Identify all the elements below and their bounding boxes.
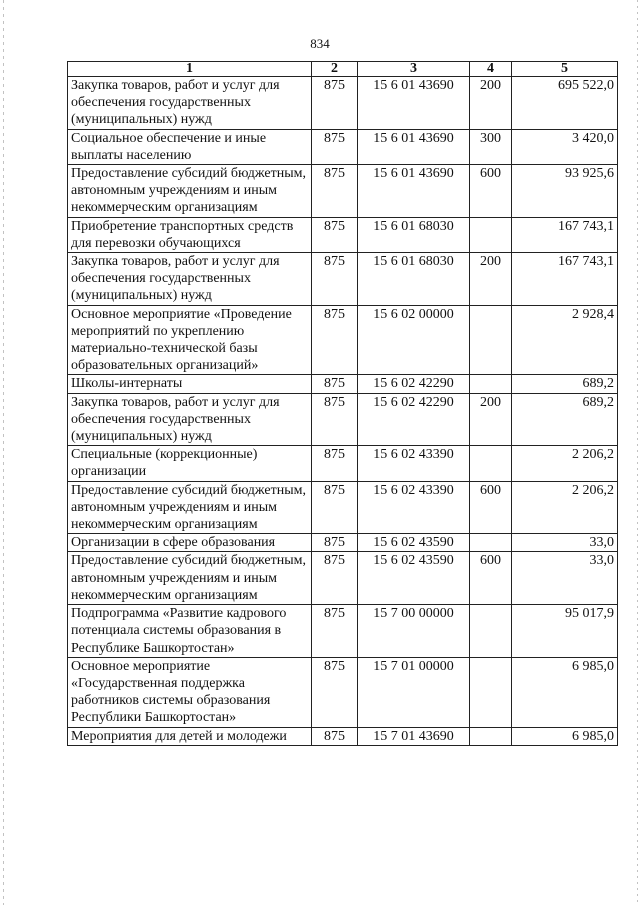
cell-name: Мероприятия для детей и молодежи — [68, 727, 312, 745]
cell-vr — [470, 446, 512, 481]
cell-name: Школы-интернаты — [68, 375, 312, 393]
cell-name: Основное мероприятие «Государственная поддержка работников системы образования Республики Башкортостан» — [68, 657, 312, 727]
scan-edge-right — [637, 0, 638, 905]
header-cell-ved: 2 — [312, 62, 358, 77]
cell-ved: 875 — [312, 217, 358, 252]
cell-name: Основное мероприятие «Проведение мероприятий по укреплению материально-технической базы образовательных организаций» — [68, 305, 312, 375]
cell-ved: 875 — [312, 375, 358, 393]
cell-csr: 15 7 00 00000 — [358, 605, 470, 658]
cell-vr: 600 — [470, 552, 512, 605]
cell-vr: 600 — [470, 481, 512, 534]
cell-name: Социальное обеспечение и иные выплаты населению — [68, 129, 312, 164]
cell-csr: 15 6 02 43390 — [358, 446, 470, 481]
cell-sum: 2 928,4 — [512, 305, 618, 375]
table-row — [68, 727, 618, 745]
cell-sum: 689,2 — [512, 375, 618, 393]
header-cell-sum: 5 — [512, 62, 618, 77]
table-row — [68, 375, 618, 393]
cell-csr: 15 6 02 43390 — [358, 481, 470, 534]
cell-ved: 875 — [312, 552, 358, 605]
cell-ved: 875 — [312, 657, 358, 727]
cell-vr: 300 — [470, 129, 512, 164]
cell-sum: 167 743,1 — [512, 253, 618, 306]
cell-vr — [470, 657, 512, 727]
cell-sum: 93 925,6 — [512, 165, 618, 218]
table-body — [68, 77, 618, 746]
cell-csr: 15 6 02 42290 — [358, 393, 470, 446]
cell-name: Организации в сфере образования — [68, 534, 312, 552]
cell-sum: 6 985,0 — [512, 657, 618, 727]
cell-vr: 200 — [470, 253, 512, 306]
cell-csr: 15 6 01 68030 — [358, 217, 470, 252]
cell-sum: 2 206,2 — [512, 481, 618, 534]
table-row — [68, 534, 618, 552]
scan-edge-left — [3, 0, 4, 905]
cell-ved: 875 — [312, 727, 358, 745]
cell-vr: 600 — [470, 165, 512, 218]
cell-vr — [470, 534, 512, 552]
cell-sum: 95 017,9 — [512, 605, 618, 658]
cell-sum: 33,0 — [512, 534, 618, 552]
cell-vr: 200 — [470, 393, 512, 446]
cell-vr — [470, 375, 512, 393]
cell-ved: 875 — [312, 253, 358, 306]
table-row — [68, 605, 618, 658]
cell-ved: 875 — [312, 165, 358, 218]
table-row — [68, 393, 618, 446]
cell-vr — [470, 305, 512, 375]
cell-name: Специальные (коррекционные) организации — [68, 446, 312, 481]
cell-name: Закупка товаров, работ и услуг для обеспечения государственных (муниципальных) нужд — [68, 393, 312, 446]
cell-csr: 15 6 02 43590 — [358, 552, 470, 605]
table-header-row — [68, 62, 618, 77]
table-row — [68, 446, 618, 481]
table-row — [68, 657, 618, 727]
cell-vr — [470, 727, 512, 745]
cell-sum: 33,0 — [512, 552, 618, 605]
cell-name: Предоставление субсидий бюджетным, автономным учреждениям и иным некоммерческим организациям — [68, 552, 312, 605]
cell-ved: 875 — [312, 305, 358, 375]
cell-csr: 15 7 01 00000 — [358, 657, 470, 727]
cell-ved: 875 — [312, 605, 358, 658]
cell-csr: 15 6 02 00000 — [358, 305, 470, 375]
cell-sum: 695 522,0 — [512, 77, 618, 130]
header-cell-name: 1 — [68, 62, 312, 77]
table-row — [68, 253, 618, 306]
table-row — [68, 217, 618, 252]
cell-csr: 15 6 01 43690 — [358, 129, 470, 164]
header-cell-csr: 3 — [358, 62, 470, 77]
cell-csr: 15 6 01 43690 — [358, 165, 470, 218]
cell-name: Предоставление субсидий бюджетным, автономным учреждениям и иным некоммерческим организациям — [68, 165, 312, 218]
cell-vr — [470, 217, 512, 252]
cell-csr: 15 6 01 68030 — [358, 253, 470, 306]
cell-ved: 875 — [312, 393, 358, 446]
cell-name: Предоставление субсидий бюджетным, автономным учреждениям и иным некоммерческим организациям — [68, 481, 312, 534]
table-row — [68, 77, 618, 130]
table-row — [68, 481, 618, 534]
cell-name: Приобретение транспортных средств для перевозки обучающихся — [68, 217, 312, 252]
cell-csr: 15 6 02 43590 — [358, 534, 470, 552]
cell-sum: 3 420,0 — [512, 129, 618, 164]
header-cell-vr: 4 — [470, 62, 512, 77]
cell-csr: 15 6 02 42290 — [358, 375, 470, 393]
page-number: 834 — [310, 36, 330, 51]
cell-ved: 875 — [312, 129, 358, 164]
cell-ved: 875 — [312, 534, 358, 552]
budget-table — [67, 61, 618, 746]
table-row — [68, 552, 618, 605]
cell-ved: 875 — [312, 446, 358, 481]
cell-ved: 875 — [312, 481, 358, 534]
cell-sum: 6 985,0 — [512, 727, 618, 745]
table-row — [68, 165, 618, 218]
cell-sum: 2 206,2 — [512, 446, 618, 481]
cell-csr: 15 6 01 43690 — [358, 77, 470, 130]
cell-name: Закупка товаров, работ и услуг для обеспечения государственных (муниципальных) нужд — [68, 77, 312, 130]
cell-vr — [470, 605, 512, 658]
cell-name: Закупка товаров, работ и услуг для обеспечения государственных (муниципальных) нужд — [68, 253, 312, 306]
cell-sum: 689,2 — [512, 393, 618, 446]
cell-csr: 15 7 01 43690 — [358, 727, 470, 745]
table-row — [68, 305, 618, 375]
cell-ved: 875 — [312, 77, 358, 130]
table-row — [68, 129, 618, 164]
cell-sum: 167 743,1 — [512, 217, 618, 252]
cell-vr: 200 — [470, 77, 512, 130]
cell-name: Подпрограмма «Развитие кадрового потенциала системы образования в Республике Башкортостан» — [68, 605, 312, 658]
